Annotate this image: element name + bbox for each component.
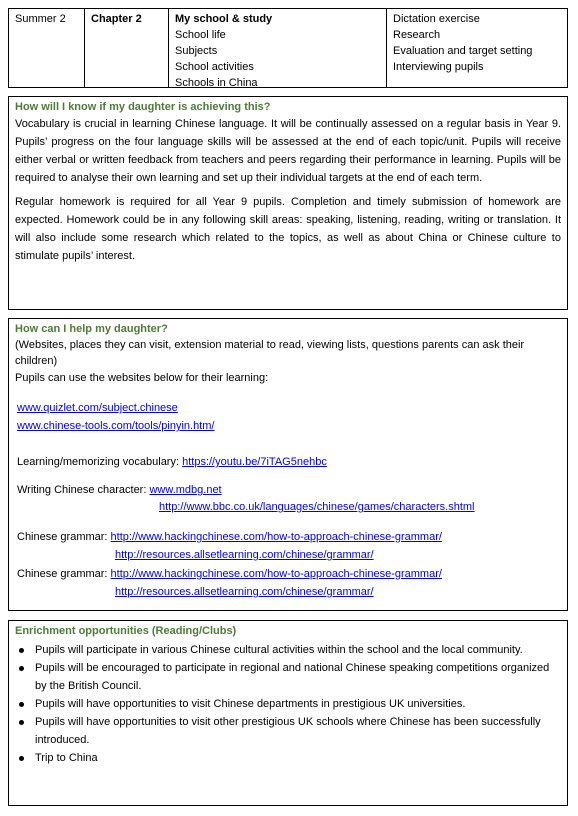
allsetlearning-link[interactable]: http://resources.allsetlearning.com/chinese/grammar/ bbox=[115, 586, 374, 598]
activity-item: Dictation exercise bbox=[393, 13, 480, 25]
homework-paragraph: Regular homework is required for all Year 9 pupils. Completion and timely submission of homework are expected. Homework could be in any following skill areas: speaking, listening, reading, writing or translation. It will also include some research which related to the topics, as well as about China or Chinese culture to stimulate pupils’ interest. bbox=[15, 196, 561, 262]
achievement-heading: How will I know if my daughter is achieving this? bbox=[15, 101, 271, 113]
achievement-panel bbox=[8, 96, 568, 310]
activity-item: Evaluation and target setting bbox=[393, 45, 533, 57]
bullet-icon bbox=[19, 702, 24, 707]
assessment-paragraph: Vocabulary is crucial in learning Chinese language. It will be continually assessed on a regular basis in Year 9. Pupils’ progress on the four language skills will be assessed at the end of each topic/unit. Pupils will receive either verbal or written feedback from teachers and peers regarding their performance in learning. Pupils will be required to analyse their own learning and set up their individual targets at the end of each term. bbox=[15, 118, 561, 184]
grammar-label: Chinese grammar: bbox=[17, 531, 111, 543]
vocab-label: Learning/memorizing vocabulary: bbox=[17, 456, 183, 468]
chapter-label: Chapter 2 bbox=[91, 13, 142, 25]
grammar-row-2 bbox=[17, 566, 442, 582]
enrichment-list bbox=[15, 641, 561, 767]
quizlet-link[interactable]: www.quizlet.com/subject.chinese bbox=[17, 402, 178, 414]
vocab-video-link[interactable]: https://youtu.be/7iTAG5nehbc bbox=[182, 456, 327, 468]
vocab-row bbox=[17, 454, 327, 470]
activity-item: Interviewing pupils bbox=[393, 61, 484, 73]
enrichment-panel bbox=[8, 620, 568, 806]
enrichment-heading: Enrichment opportunities (Reading/Clubs) bbox=[15, 625, 237, 637]
term-cell bbox=[9, 9, 85, 87]
grammar-row-1 bbox=[17, 529, 442, 545]
pinyin-tools-link[interactable]: www.chinese-tools.com/tools/pinyin.htm/ bbox=[17, 420, 215, 432]
hackingchinese-link[interactable]: http://www.hackingchinese.com/how-to-approach-chinese-grammar/ bbox=[110, 531, 442, 543]
bullet-icon bbox=[19, 648, 24, 653]
grammar-label: Chinese grammar: bbox=[17, 568, 111, 580]
bullet-icon bbox=[19, 756, 24, 761]
topic-item: Schools in China bbox=[175, 77, 258, 89]
topic-title: My school & study bbox=[175, 13, 273, 25]
topic-cell bbox=[169, 9, 387, 87]
hackingchinese-link[interactable]: http://www.hackingchinese.com/how-to-approach-chinese-grammar/ bbox=[110, 568, 442, 580]
help-heading: How can I help my daughter? bbox=[15, 323, 168, 335]
list-item: Pupils will be encouraged to participate in regional and national Chinese speaking competitions organized by the British Council. bbox=[15, 659, 561, 695]
list-item: Pupils will have opportunities to visit Chinese departments in prestigious UK universities. bbox=[15, 695, 561, 713]
character-label: Writing Chinese character: bbox=[17, 484, 150, 496]
topic-item: School life bbox=[175, 29, 226, 41]
allsetlearning-link[interactable]: http://resources.allsetlearning.com/chinese/grammar/ bbox=[115, 549, 374, 561]
list-item: Pupils will have opportunities to visit other prestigious UK schools where Chinese has been successfully introduced. bbox=[15, 713, 561, 749]
bullet-icon bbox=[19, 666, 24, 671]
list-item: Pupils will participate in various Chinese cultural activities within the school and the local community. bbox=[15, 641, 561, 659]
help-intro: (Websites, places they can visit, extension material to read, viewing lists, questions parents can ask their children) bbox=[15, 339, 525, 367]
mdbg-link[interactable]: www.mdbg.net bbox=[149, 484, 222, 496]
character-row bbox=[17, 482, 222, 498]
term-label: Summer 2 bbox=[15, 13, 66, 25]
list-item: Trip to China bbox=[15, 749, 561, 767]
activity-item: Research bbox=[393, 29, 441, 41]
help-intro-websites: Pupils can use the websites below for their learning: bbox=[15, 372, 269, 384]
help-panel bbox=[8, 318, 568, 611]
bbc-characters-link[interactable]: http://www.bbc.co.uk/languages/chinese/games/characters.shtml bbox=[159, 501, 475, 513]
activities-cell bbox=[387, 9, 567, 87]
bullet-icon bbox=[19, 720, 24, 725]
curriculum-table bbox=[8, 8, 568, 88]
topic-item: School activities bbox=[175, 61, 254, 73]
topic-item: Subjects bbox=[175, 45, 218, 57]
chapter-cell bbox=[85, 9, 169, 87]
